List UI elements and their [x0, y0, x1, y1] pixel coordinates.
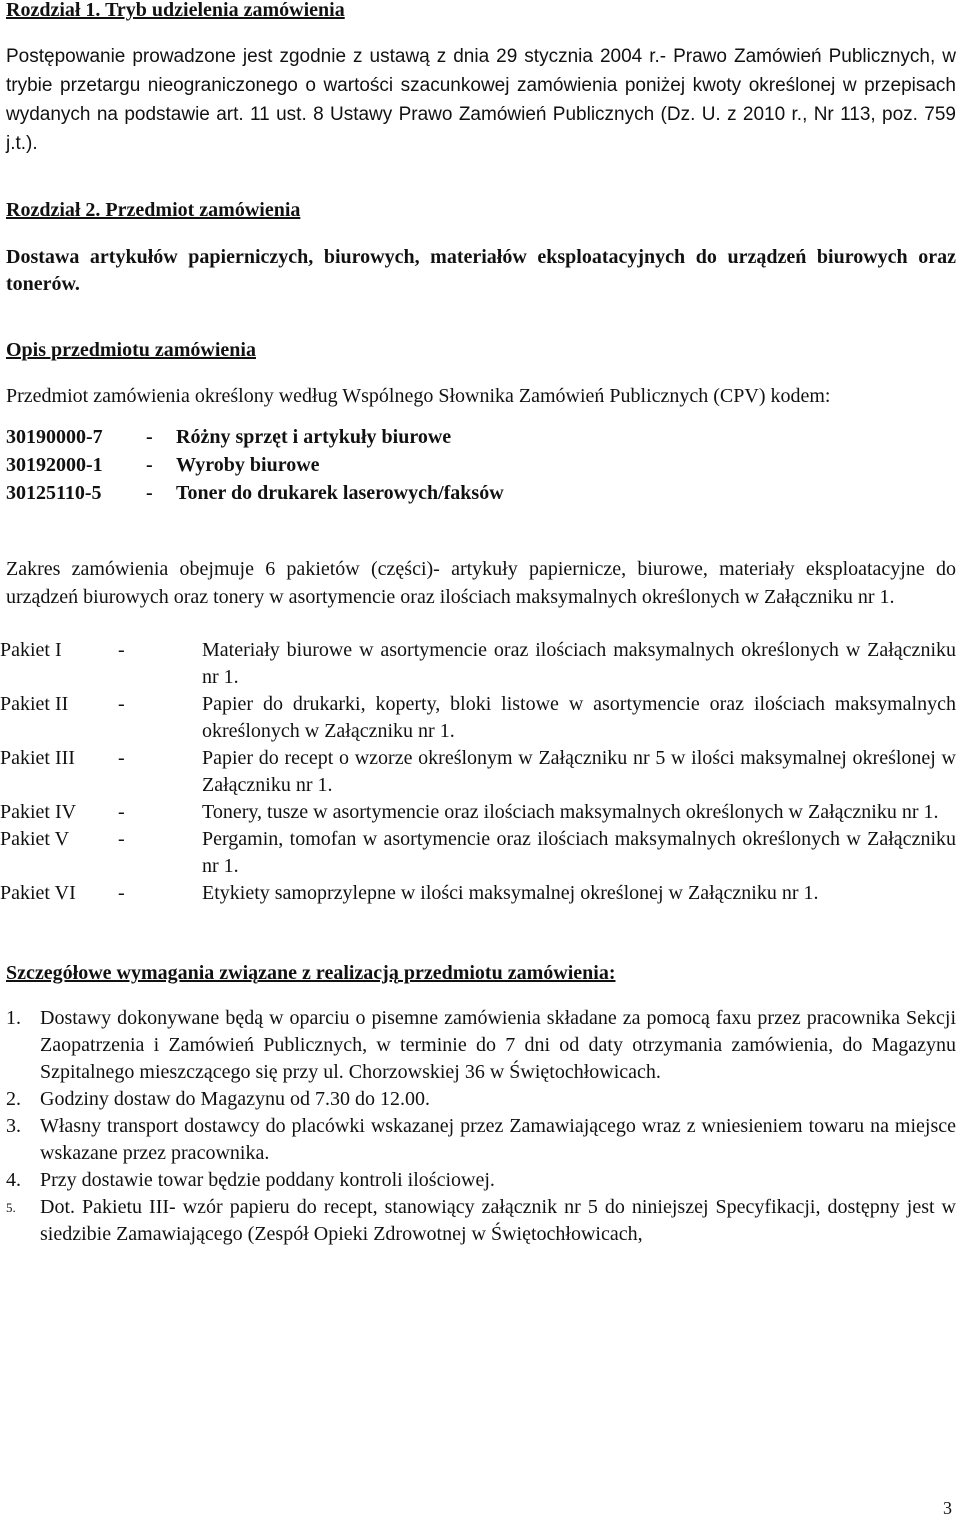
- chapter1-heading: Rozdział 1. Tryb udzielenia zamówienia: [6, 0, 345, 21]
- package-dash: -: [118, 801, 125, 823]
- package-row: [0, 637, 956, 691]
- cpv-row: [6, 451, 956, 479]
- requirement-text: Przy dostawie towar będzie poddany kontroli ilościowej.: [40, 1169, 495, 1191]
- package-name: Pakiet IV: [0, 801, 77, 823]
- package-name: Pakiet VI: [0, 882, 76, 904]
- cpv-label: Toner do drukarek laserowych/faksów: [176, 482, 504, 504]
- package-dash: -: [118, 882, 125, 904]
- cpv-label: Wyroby biurowe: [176, 454, 320, 476]
- cpv-dash: -: [146, 426, 153, 448]
- package-row: [0, 826, 956, 880]
- package-dash: -: [118, 693, 125, 715]
- cpv-row: [6, 423, 956, 451]
- package-dash: -: [118, 828, 125, 850]
- scope-text: Zakres zamówienia obejmuje 6 pakietów (części)- artykuły papiernicze, biurowe, materiały eksploatacyjne do urządzeń biurowych oraz tonery w asortymencie oraz ilościach maksymalnych określonych w Załączniku nr 1.: [6, 558, 956, 608]
- cpv-code: 30125110-5: [6, 482, 102, 504]
- cpv-dash: -: [146, 454, 153, 476]
- cpv-intro: Przedmiot zamówienia określony według Wspólnego Słownika Zamówień Publicznych (CPV) kodem:: [6, 385, 831, 407]
- package-desc: Pergamin, tomofan w asortymencie oraz ilościach maksymalnych określonych w Załączniku nr 1.: [202, 828, 956, 877]
- cpv-label: Różny sprzęt i artykuły biurowe: [176, 426, 452, 448]
- requirement-number: 2.: [6, 1088, 21, 1110]
- requirement-item: [6, 1167, 956, 1194]
- package-dash: -: [118, 747, 125, 769]
- requirement-number: 1.: [6, 1007, 21, 1029]
- package-dash: -: [118, 639, 125, 661]
- requirement-number: 4.: [6, 1169, 21, 1191]
- package-desc: Papier do recept o wzorze określonym w Załączniku nr 5 w ilości maksymalnej określonej w Załączniku nr 1.: [202, 747, 956, 796]
- requirement-text: Godziny dostaw do Magazynu od 7.30 do 12.00.: [40, 1088, 430, 1110]
- requirement-text: Własny transport dostawcy do placówki wskazanej przez Zamawiającego wraz z wniesieniem towaru na miejsce wskazane przez pracownika.: [40, 1115, 956, 1164]
- requirement-number: 5.: [6, 1200, 16, 1215]
- requirement-text: Dostawy dokonywane będą w oparciu o pisemne zamówienia składane za pomocą faxu przez pracownika Sekcji Zaopatrzenia i Zamówień Publicznych, w terminie do 7 dni od daty otrzymania zamówienia, do Magazynu Szpitalnego mieszczącego się przy ul. Chorzowskiej 36 w Świętochłowicach.: [40, 1007, 956, 1083]
- package-name: Pakiet I: [0, 639, 62, 661]
- package-name: Pakiet II: [0, 693, 69, 715]
- chapter2-heading: Rozdział 2. Przedmiot zamówienia: [6, 199, 301, 221]
- package-desc: Etykiety samoprzylepne w ilości maksymalnej określonej w Załączniku nr 1.: [202, 882, 819, 904]
- cpv-list: [6, 423, 956, 507]
- requirement-text: Dot. Pakietu III- wzór papieru do recept, stanowiący załącznik nr 5 do niniejszej Specyfikacji, dostępny jest w siedzibie Zamawiającego (Zespół Opieki Zdrowotnej w Świętochłowicach,: [40, 1196, 956, 1245]
- requirement-item: [6, 1113, 956, 1167]
- cpv-code: 30190000-7: [6, 426, 103, 448]
- package-row: [0, 880, 956, 907]
- requirement-item: [6, 1194, 956, 1248]
- chapter2-subject: Dostawa artykułów papierniczych, biurowych, materiałów eksploatacyjnych do urządzeń biurowych oraz tonerów.: [6, 246, 956, 295]
- package-desc: Papier do drukarki, koperty, bloki listowe w asortymencie oraz ilościach maksymalnych określonych w Załączniku nr 1.: [202, 693, 956, 742]
- page-number: 3: [943, 1498, 952, 1518]
- cpv-code: 30192000-1: [6, 454, 103, 476]
- requirements-heading: Szczegółowe wymagania związane z realizacją przedmiotu zamówienia:: [6, 962, 616, 984]
- package-name: Pakiet III: [0, 747, 75, 769]
- requirement-item: [6, 1086, 956, 1113]
- package-row: [0, 691, 956, 745]
- cpv-row: [6, 479, 956, 507]
- chapter1-text: Postępowanie prowadzone jest zgodnie z ustawą z dnia 29 stycznia 2004 r.- Prawo Zamówień Publicznych, w trybie przetargu nieograniczonego o wartości szacunkowej zamówienia poniżej kwoty określonej w przepisach wydanych na podstawie art. 11 ust. 8 Ustawy Prawo Zamówień Publicznych (Dz. U. z 2010 r., Nr 113, poz. 759 j.t.).: [6, 46, 956, 154]
- packages-list: [0, 637, 956, 907]
- requirement-number: 3.: [6, 1115, 21, 1137]
- requirements-list: [6, 1005, 956, 1248]
- cpv-dash: -: [146, 482, 153, 504]
- package-desc: Materiały biurowe w asortymencie oraz ilościach maksymalnych określonych w Załączniku nr 1.: [202, 639, 956, 688]
- description-heading: Opis przedmiotu zamówienia: [6, 339, 256, 361]
- requirement-item: [6, 1005, 956, 1086]
- package-name: Pakiet V: [0, 828, 70, 850]
- package-row: [0, 745, 956, 799]
- package-desc: Tonery, tusze w asortymencie oraz ilościach maksymalnych określonych w Załączniku nr 1.: [202, 801, 939, 823]
- package-row: [0, 799, 956, 826]
